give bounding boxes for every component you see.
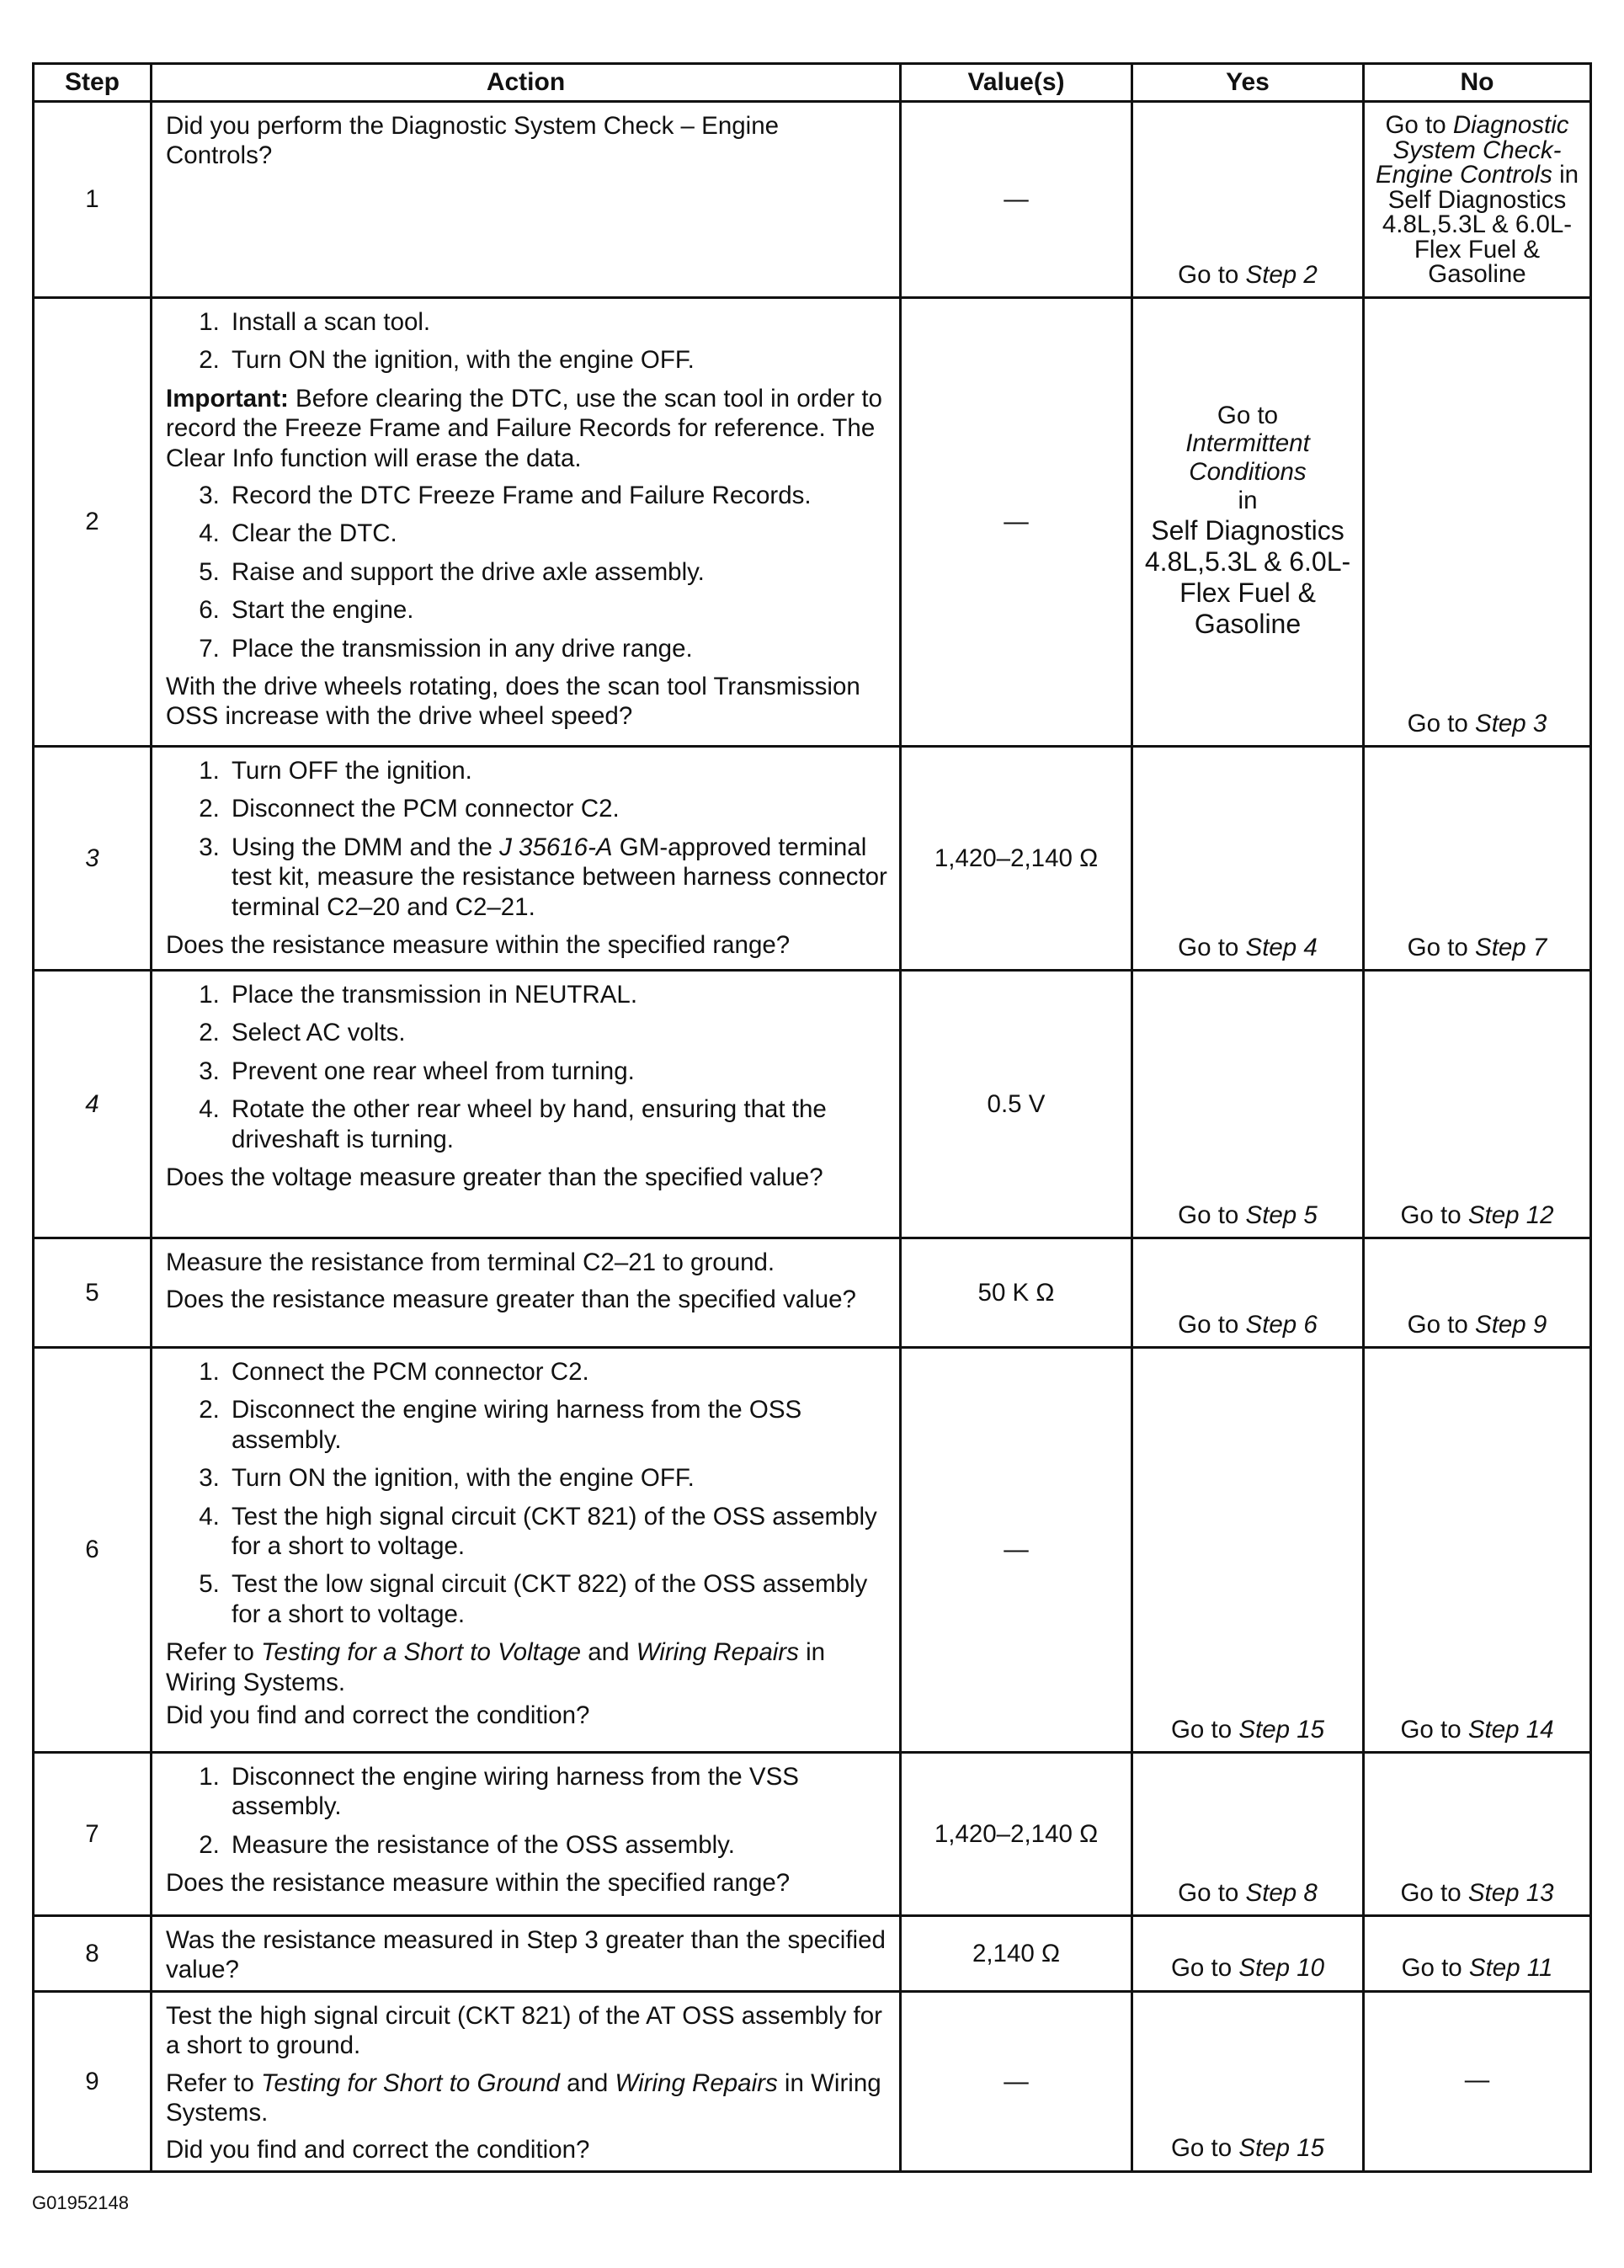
table-row [34, 1916, 1591, 1992]
step-number: 1 [34, 102, 152, 298]
yes-step-link[interactable]: Step 2 [1245, 260, 1318, 289]
no-step-link[interactable]: Step 7 [1475, 933, 1547, 961]
action-list [166, 481, 887, 663]
table-row [34, 102, 1591, 298]
yes-link[interactable]: Intermittent Conditions [1185, 429, 1310, 487]
yes-prefix: Go to [1170, 2134, 1233, 2163]
refer-post: in Wiring Systems. [166, 2068, 881, 2127]
action-cell [152, 102, 901, 298]
step-number: 2 [34, 298, 152, 747]
step-number: 8 [34, 1916, 152, 1992]
list-item: 2. Disconnect the PCM connector C2. [226, 794, 887, 823]
yes-cell [1132, 1238, 1364, 1348]
list-item: 5. Raise and support the drive axle assembly. [226, 557, 887, 587]
list-item: 2. Measure the resistance of the OSS assembly. [226, 1830, 887, 1860]
no-step-link[interactable]: Step 11 [1468, 1954, 1553, 1983]
list-item: 5. Test the low signal circuit (CKT 822) of the OSS assembly for a short to voltage. [226, 1569, 887, 1629]
yes-suffix: Self Diagnostics 4.8L,5.3L & 6.0L- Flex Fuel & Gasoline [1144, 515, 1351, 639]
yes-cell [1132, 1753, 1364, 1916]
action-cell [152, 747, 901, 971]
action-question: Does the voltage measure greater than the specified value? [166, 1163, 823, 1191]
no-cell [1364, 1238, 1591, 1348]
yes-mid: in [1238, 487, 1258, 515]
refer-pre: Refer to [166, 1638, 254, 1667]
refer-link[interactable]: Wiring Repairs [615, 2068, 778, 2097]
value-cell: — [901, 1991, 1132, 2171]
no-cell [1364, 1753, 1591, 1916]
action-question: Does the resistance measure within the specified range? [166, 930, 791, 959]
value-cell: 1,420–2,140 Ω [901, 1753, 1132, 1916]
list-item: 2. Select AC volts. [226, 1018, 887, 1047]
no-link[interactable]: Diagnostic System Check-Engine Controls [1375, 111, 1569, 189]
yes-prefix: Go to [1178, 1310, 1239, 1339]
yes-step-link[interactable]: Step 5 [1245, 1201, 1318, 1229]
important-label: Important: [166, 384, 289, 413]
no-step-link[interactable]: Step 3 [1475, 709, 1547, 737]
header-step: Step [34, 64, 152, 102]
no-step-link[interactable]: Step 9 [1475, 1310, 1547, 1339]
refer-note [166, 1637, 887, 1697]
action-question: Does the resistance measure within the specified range? [166, 1869, 791, 1898]
yes-prefix: Go to [1170, 1954, 1233, 1983]
yes-cell [1132, 1348, 1364, 1753]
important-text: Before clearing the DTC, use the scan tool in order to record the Freeze Frame and Failure Records for reference. The Clear Info function will erase the data. [166, 384, 882, 472]
action-question: Does the resistance measure greater than the specified value? [166, 1286, 856, 1314]
table-row [34, 1991, 1591, 2171]
diagnostic-table [32, 62, 1592, 2173]
table-row [34, 1238, 1591, 1348]
action-cell [152, 1753, 901, 1916]
yes-prefix: Go to [1178, 933, 1239, 961]
action-list [166, 1762, 887, 1860]
header-row [34, 64, 1591, 102]
yes-step-link[interactable]: Step 15 [1238, 1715, 1325, 1744]
action-cell [152, 971, 901, 1238]
text-pre: Using the DMM and the [232, 833, 493, 861]
action-list [166, 980, 887, 1154]
table-row [34, 747, 1591, 971]
list-item: 1. Disconnect the engine wiring harness from the VSS assembly. [226, 1762, 887, 1822]
no-prefix: Go to [1400, 1878, 1462, 1907]
yes-cell [1132, 971, 1364, 1238]
table-row [34, 1753, 1591, 1916]
action-cell [152, 1238, 901, 1348]
yes-prefix: Go to [1178, 1878, 1239, 1907]
action-text: Did you perform the Diagnostic System Check – Engine Controls? [166, 112, 780, 170]
list-item: 1. Install a scan tool. [226, 307, 887, 337]
action-cell [152, 298, 901, 747]
refer-note [166, 2068, 887, 2128]
refer-and: and [588, 1638, 630, 1667]
no-cell: — [1364, 1991, 1591, 2171]
value-cell: 2,140 Ω [901, 1916, 1132, 1992]
action-question: Did you find and correct the condition? [166, 1701, 590, 1729]
action-cell [152, 1916, 901, 1992]
value-cell: — [901, 1348, 1132, 1753]
value-cell: 0.5 V [901, 971, 1132, 1238]
action-cell [152, 1991, 901, 2171]
list-item: 1. Connect the PCM connector C2. [226, 1357, 887, 1387]
list-item: 3. Record the DTC Freeze Frame and Failure Records. [226, 481, 887, 510]
no-cell [1364, 971, 1591, 1238]
step-number: 9 [34, 1991, 152, 2171]
tool-name: J 35616-A [499, 833, 613, 861]
yes-prefix: Go to [1170, 1715, 1233, 1744]
step-number: 4 [34, 971, 152, 1238]
list-item: 6. Start the engine. [226, 595, 887, 625]
list-item: 2. Turn ON the ignition, with the engine OFF. [226, 345, 887, 375]
yes-prefix: Go to [1217, 401, 1279, 429]
action-text: Measure the resistance from terminal C2–21 to ground. [166, 1248, 775, 1276]
table-row [34, 298, 1591, 747]
value-cell: 1,420–2,140 Ω [901, 747, 1132, 971]
step-number: 6 [34, 1348, 152, 1753]
no-cell [1364, 747, 1591, 971]
step-number: 7 [34, 1753, 152, 1916]
no-cell [1364, 1916, 1591, 1992]
yes-step-link[interactable]: Step 6 [1245, 1310, 1318, 1339]
important-note [166, 384, 887, 473]
refer-pre: Refer to [166, 2068, 254, 2097]
refer-post: in Wiring Systems. [166, 1638, 826, 1696]
table-row [34, 1348, 1591, 1753]
list-item: 1. Turn OFF the ignition. [226, 756, 887, 785]
no-step-link[interactable]: Step 14 [1467, 1715, 1554, 1744]
no-cell [1364, 1348, 1591, 1753]
yes-cell [1132, 747, 1364, 971]
value-cell: 50 K Ω [901, 1238, 1132, 1348]
list-item: 2. Disconnect the engine wiring harness from the OSS assembly. [226, 1395, 887, 1455]
no-step-link[interactable]: Step 13 [1467, 1878, 1554, 1907]
step-number: 5 [34, 1238, 152, 1348]
refer-link[interactable]: Wiring Repairs [636, 1638, 799, 1667]
no-prefix: Go to [1407, 933, 1468, 961]
list-item: 4. Rotate the other rear wheel by hand, ensuring that the driveshaft is turning. [226, 1094, 887, 1154]
no-cell [1364, 298, 1591, 747]
refer-link[interactable]: Testing for Short to Ground [261, 2068, 560, 2097]
list-item: 4. Clear the DTC. [226, 519, 887, 548]
list-item: 7. Place the transmission in any drive range. [226, 634, 887, 663]
yes-step-link[interactable]: Step 10 [1238, 1954, 1325, 1983]
list-item: 4. Test the high signal circuit (CKT 821) of the OSS assembly for a short to voltage. [226, 1502, 887, 1562]
value-cell: — [901, 102, 1132, 298]
header-no: No [1364, 64, 1591, 102]
yes-cell [1132, 102, 1364, 298]
list-item: 3. Turn ON the ignition, with the engine OFF. [226, 1463, 887, 1493]
no-cell [1364, 102, 1591, 298]
no-prefix: Go to [1400, 1715, 1462, 1744]
no-step-link[interactable]: Step 12 [1467, 1201, 1554, 1229]
table-row [34, 971, 1591, 1238]
action-list [166, 307, 887, 375]
yes-step-link[interactable]: Step 8 [1245, 1878, 1318, 1907]
yes-step-link[interactable]: Step 4 [1245, 933, 1318, 961]
header-yes: Yes [1132, 64, 1364, 102]
no-prefix: Go to [1400, 1201, 1462, 1229]
header-values: Value(s) [901, 64, 1132, 102]
action-question: Did you find and correct the condition? [166, 2136, 590, 2164]
yes-cell [1132, 1916, 1364, 1992]
action-text: Was the resistance measured in Step 3 greater than the specified value? [166, 1926, 886, 1984]
yes-cell [1132, 1991, 1364, 2171]
text-post: GM-approved terminal test kit, measure the resistance between harness connector terminal C2–20 and C2–21. [232, 833, 887, 921]
no-prefix: Go to [1407, 1310, 1468, 1339]
list-item [226, 833, 887, 922]
yes-prefix: Go to [1178, 260, 1239, 289]
list-item: 3. Prevent one rear wheel from turning. [226, 1057, 887, 1086]
yes-prefix: Go to [1178, 1201, 1239, 1229]
action-cell [152, 1348, 901, 1753]
no-prefix: Go to [1407, 709, 1468, 737]
action-text: Test the high signal circuit (CKT 821) of the AT OSS assembly for a short to ground. [166, 2001, 882, 2060]
no-prefix: Go to [1401, 1954, 1462, 1983]
list-item: 1. Place the transmission in NEUTRAL. [226, 980, 887, 1009]
figure-code: G01952148 [32, 2192, 129, 2213]
action-list [166, 756, 887, 922]
value-cell: — [901, 298, 1132, 747]
no-suffix: in Self Diagnostics 4.8L,5.3L & 6.0L- Flex Fuel & Gasoline [1382, 161, 1579, 288]
yes-step-link[interactable]: Step 15 [1238, 2134, 1325, 2163]
no-prefix: Go to [1385, 111, 1446, 139]
action-question: With the drive wheels rotating, does the scan tool Transmission OSS increase with the drive wheel speed? [166, 672, 860, 731]
yes-cell [1132, 298, 1364, 747]
action-list [166, 1357, 887, 1629]
header-action: Action [152, 64, 901, 102]
step-number: 3 [34, 747, 152, 971]
refer-link[interactable]: Testing for a Short to Voltage [261, 1638, 582, 1667]
refer-and: and [567, 2068, 609, 2097]
